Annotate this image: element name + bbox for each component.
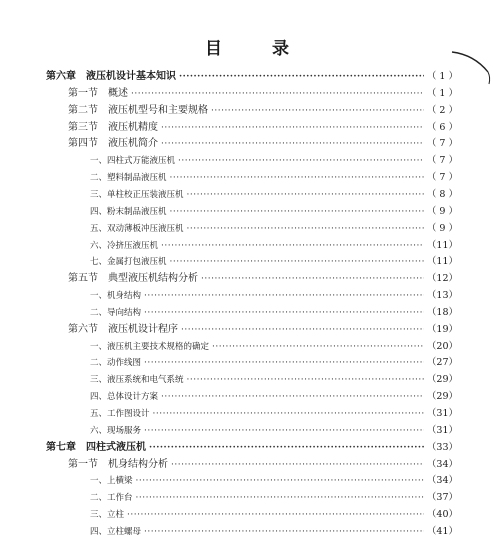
toc-title: 三、单柱校正压装液压机 (90, 189, 184, 200)
toc-page-number: （29） (426, 391, 458, 403)
leader-dots (187, 371, 424, 389)
toc-item (90, 237, 458, 255)
toc-page-number: （31） (426, 424, 458, 436)
toc-page-number: （40） (426, 509, 458, 521)
toc-page-number: （34） (426, 475, 458, 487)
toc-item (90, 220, 458, 238)
toc-number: 第一节 (68, 87, 98, 99)
toc-section (68, 85, 458, 103)
toc-title: 典型液压机结构分析 (108, 273, 198, 285)
leader-dots (211, 102, 424, 120)
leader-dots (144, 304, 424, 322)
toc-item (90, 169, 458, 187)
toc-item (90, 405, 458, 423)
leader-dots (181, 321, 424, 339)
toc-item (90, 304, 458, 322)
toc-title: 三、立柱 (90, 510, 125, 521)
toc-title: 机身结构分析 (108, 458, 168, 470)
toc-section (68, 270, 458, 288)
toc-page-number: （ 7 ） (426, 172, 458, 184)
leader-dots (161, 237, 424, 255)
toc-page-number: （33） (426, 441, 458, 453)
toc-item (90, 338, 458, 356)
toc-page-number: （ 8 ） (426, 188, 458, 200)
toc-title: 二、塑料制品液压机 (90, 173, 167, 184)
toc-page-number: （29） (426, 374, 458, 386)
leader-dots (178, 152, 424, 170)
toc-page-number: （ 7 ） (426, 138, 458, 150)
toc-title: 液压机简介 (108, 138, 158, 150)
toc-title: 六、现场服务 (90, 425, 142, 436)
leader-dots (144, 422, 424, 440)
leader-dots (144, 354, 424, 372)
leader-dots (179, 68, 424, 86)
toc-item (90, 388, 458, 406)
leader-dots (136, 472, 424, 490)
leader-dots (131, 85, 424, 103)
toc-section (68, 135, 458, 153)
toc-title: 液压机设计程序 (108, 323, 178, 335)
toc-item (90, 371, 458, 389)
toc-page-number: （ 1 ） (426, 71, 458, 82)
toc-section (68, 321, 458, 339)
toc-page-number: （18） (426, 306, 458, 318)
toc-page-number: （ 1 ） (426, 87, 458, 99)
toc-page-number: （12） (426, 273, 458, 285)
toc-title: 二、工作台 (90, 493, 133, 504)
toc-title: 七、金属打包液压机 (90, 257, 167, 268)
toc-item (90, 287, 458, 305)
toc-title: 四柱式液压机 (86, 441, 146, 453)
toc-item (90, 186, 458, 204)
toc-title: 四、立柱螺母 (90, 526, 142, 537)
toc-page-number: （34） (426, 458, 458, 470)
leader-dots (161, 388, 424, 406)
toc-title: 五、双动薄板冲压液压机 (90, 223, 184, 234)
toc-title: 五、工作图设计 (90, 409, 150, 419)
toc-page-number: （37） (426, 492, 458, 504)
toc-page-number: （19） (426, 323, 458, 335)
page-title: 目 录 (205, 39, 311, 59)
toc-title: 二、动作线图 (90, 358, 142, 369)
leader-dots (144, 287, 424, 305)
leader-dots (149, 439, 424, 457)
toc-number: 第一节 (68, 458, 98, 470)
toc-page-number: （ 9 ） (426, 205, 458, 217)
toc-number: 第五节 (68, 273, 98, 285)
toc-title: 一、机身结构 (90, 291, 142, 302)
toc-page-number: （27） (426, 357, 458, 369)
toc-item (90, 203, 458, 221)
toc-chapter (46, 68, 458, 86)
toc-page-number: （ 2 ） (426, 104, 458, 116)
leader-dots (144, 523, 424, 541)
toc-number: 第六节 (68, 323, 98, 335)
toc-page-number: （ 9 ） (426, 222, 458, 234)
leader-dots (136, 489, 424, 507)
leader-dots (161, 119, 424, 137)
toc-page-number: （11） (426, 239, 458, 251)
toc-title: 液压机型号和主要规格 (108, 104, 208, 116)
toc-item (90, 253, 458, 271)
toc-title: 液压机精度 (108, 121, 158, 133)
leader-dots (171, 456, 424, 474)
toc-title: 三、液压系统和电气系统 (90, 375, 184, 386)
leader-dots (161, 135, 424, 153)
toc-page-number: （13） (426, 290, 458, 302)
toc-title: 一、四柱式万能液压机 (90, 156, 176, 167)
toc-section (68, 119, 458, 137)
leader-dots (212, 338, 424, 356)
toc-number: 第三节 (68, 121, 98, 133)
toc-page-number: （11） (426, 256, 458, 268)
toc-page-number: （31） (426, 408, 458, 419)
toc-chapter (46, 439, 458, 457)
toc-title: 概述 (108, 87, 128, 99)
leader-dots (201, 270, 424, 288)
toc-page-number: （41） (426, 525, 458, 537)
toc-number: 第二节 (68, 104, 98, 116)
toc-item (90, 472, 458, 490)
toc-item (90, 523, 458, 541)
toc-title: 六、冷挤压液压机 (90, 240, 159, 251)
toc-item (90, 506, 458, 524)
toc-item (90, 489, 458, 507)
toc-title: 四、总体设计方案 (90, 392, 159, 403)
leader-dots (170, 203, 424, 221)
toc-section (68, 456, 458, 474)
leader-dots (127, 506, 424, 524)
toc-title: 二、导向结构 (90, 307, 142, 318)
toc-page-number: （20） (426, 340, 458, 352)
toc-number: 第四节 (68, 138, 98, 150)
toc-item (90, 152, 458, 170)
toc-title: 一、上横梁 (90, 476, 133, 487)
leader-dots (187, 186, 424, 204)
toc-page-number: （ 6 ） (426, 121, 458, 133)
leader-dots (153, 405, 424, 423)
leader-dots (187, 220, 424, 238)
toc-item (90, 422, 458, 440)
toc-number: 第七章 (46, 441, 76, 453)
toc-number: 第六章 (46, 71, 76, 82)
toc-page-number: （ 7 ） (426, 155, 458, 167)
toc-title: 液压机设计基本知识 (86, 71, 176, 82)
toc-section (68, 102, 458, 120)
toc-title: 一、液压机主要技术规格的确定 (90, 341, 210, 352)
leader-dots (170, 253, 424, 271)
leader-dots (170, 169, 424, 187)
toc-title: 四、粉末制品液压机 (90, 206, 167, 217)
toc-item (90, 354, 458, 372)
